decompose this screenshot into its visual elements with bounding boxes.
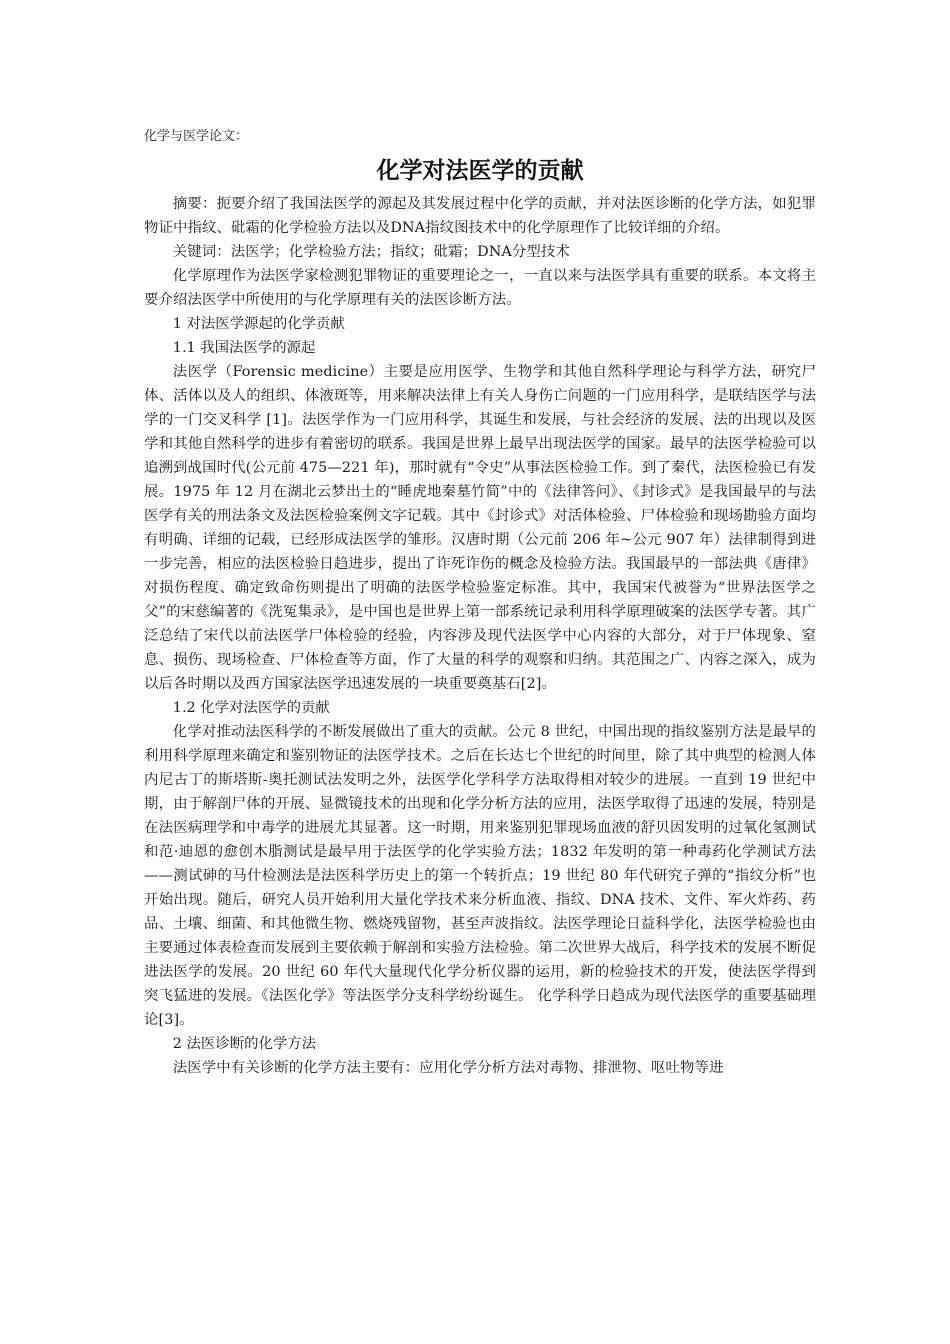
abstract-paragraph: 摘要：扼要介绍了我国法医学的源起及其发展过程中化学的贡献，并对法医诊断的化学方法，如犯罪物证中指纹、砒霜的化学检验方法以及DNA指纹图技术中的化学原理作了比较详细的介绍。 bbox=[144, 196, 816, 236]
document-body bbox=[144, 128, 816, 1080]
body-paragraph-1-2: 化学对推动法医科学的不断发展做出了重大的贡献。公元 8 世纪，中国出现的指纹鉴别方法是最早的利用科学原理来确定和鉴别物证的法医学技术。之后在长达七个世纪的时间里，除了其中典型的检测人体内尼古丁的斯塔斯-奥托测试法发明之外，法医学化学科学方法取得相对较少的进展。一直到 19 世纪中期，由于解剖尸体的开展、显微镜技术的出现和化学分析方法的应用，法医学取得了迅速的发展，特别是在法医病理学和中毒学的进展尤其显著。这一时期，用来鉴别犯罪现场血液的舒贝因发明的过氧化氢测试和范·迪恩的愈创木脂测试是最早用于法医学的化学实验方法；1832 年发明的第一种毒药化学测试方法——测试砷的马什检测法是法医科学历史上的第一个转折点；19 世纪 80 年代研究子弹的“指纹分析”也开始出现。随后，研究人员开始利用大量化学技术来分析血液、指纹、DNA 技术、文件、军火炸药、药品、土壤、细菌、和其他微生物、燃烧残留物，甚至声波指纹。法医学理论日益科学化，法医学检验也由主要通过体表检查而发展到主要依赖于解剖和实验方法检验。第二次世界大战后，科学技术的发展不断促进法医学的发展。20 世纪 60 年代大量现代化学分析仪器的运用，新的检验技术的开发，使法医学得到突飞猛进的发展。《法医化学》等法医学分支科学纷纷诞生。 化学科学日趋成为现代法医学的重要基础理论[3]。 bbox=[144, 724, 816, 1028]
section-heading-2: 2 法医诊断的化学方法 bbox=[172, 1036, 317, 1052]
body-paragraph-1-1: 法医学（Forensic medicine）主要是应用医学、生物学和其他自然科学理论与科学方法，研究尸体、活体以及人的组织、体液斑等，用来解决法律上有关人身伤亡问题的一门应用科学，是联结医学与法学的一门交叉科学 [1]。法医学作为一门应用科学，其诞生和发展，与社会经济的发展、法的出现以及医学和其他自然科学的进步有着密切的联系。我国是世界上最早出现法医学的国家。最早的法医学检验可以追溯到战国时代(公元前 475—221 年)，那时就有“令史”从事法医检验工作。到了秦代，法医检验已有发展。1975 年 12 月在湖北云梦出土的“睡虎地秦墓竹简”中的《法律答问》、《封诊式》是我国最早的与法医学有关的刑法条文及法医检验案例文字记载。其中《封诊式》对活体检验、尸体检验和现场勘验方面均有明确、详细的记载，已经形成法医学的雏形。汉唐时期（公元前 206 年~公元 907 年）法律制得到进一步完善，相应的法医检验日趋进步，提出了诈死诈伤的概念及检验方法。我国最早的一部法典《唐律》对损伤程度、确定致命伤则提出了明确的法医学检验鉴定标准。其中，我国宋代被誉为“世界法医学之父”的宋慈编著的《洗冤集录》，是中国也是世界上第一部系统记录利用科学原理破案的法医学专著。其广泛总结了宋代以前法医学尸体检验的经验，内容涉及现代法医学中心内容的大部分，对于尸体现象、窒息、损伤、现场检查、尸体检查等方面，作了大量的科学的观察和归纳。其范围之广、内容之深入，成为以后各时期以及西方国家法医学迅速发展的一块重要奠基石[2]。 bbox=[144, 364, 816, 692]
category-label: 化学与医学论文： bbox=[144, 129, 249, 144]
section-heading-1-1: 1.1 我国法医学的源起 bbox=[172, 340, 316, 356]
intro-paragraph: 化学原理作为法医学家检测犯罪物证的重要理论之一，一直以来与法医学具有重要的联系。本文将主要介绍法医学中所使用的与化学原理有关的法医诊断方法。 bbox=[144, 268, 816, 308]
section-heading-1-2: 1.2 化学对法医学的贡献 bbox=[172, 700, 330, 716]
document-title: 化学对法医学的贡献 bbox=[376, 158, 584, 184]
section-heading-1: 1 对法医学源起的化学贡献 bbox=[172, 316, 345, 332]
keywords-line: 关键词：法医学；化学检验方法；指纹；砒霜；DNA分型技术 bbox=[172, 244, 570, 260]
body-paragraph-2: 法医学中有关诊断的化学方法主要有：应用化学分析方法对毒物、排泄物、呕吐物等进 bbox=[172, 1060, 724, 1076]
